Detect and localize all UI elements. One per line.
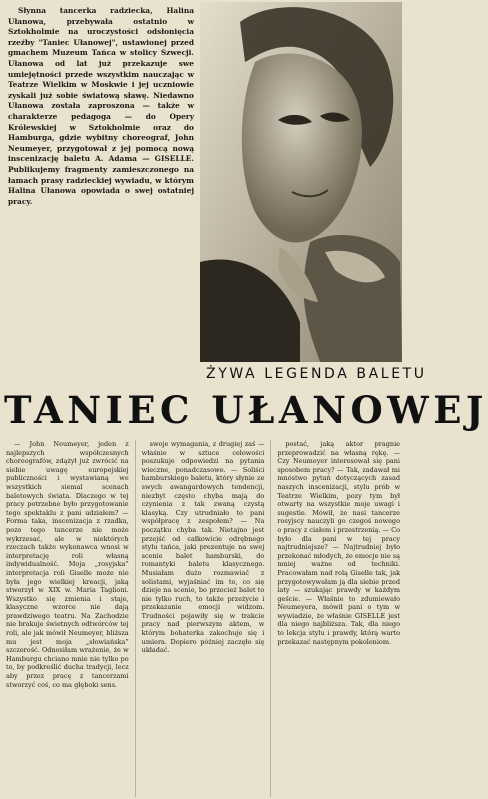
article-title: TANIEC UŁANOWEJ — [4, 388, 488, 432]
lead-text: Słynna tancerka radziecka, Halina Ułanowa, przebywała ostatnio w Sztokholmie na uroczystości odsłonięcia rzeźby "Taniec Ułanowej", ustawionej przed gmachem Muzeum Tańca w stolicy Szwecji. Ułanowa od lat już przekazuje swe umiejętności przede wszystkim nauczając w Teatrze Wielkim w Moskwie i jej uczniowie zyskali już sobie światową sławę. Niedawno Ułanowa została zaproszona — także w charakterze pedagoga — do Opery Królewskiej w Sztokholmie oraz do Hamburga, gdzie wybitny choreograf, John Neumeyer, przygotował z jej pomocą nową inscenizację baletu A. Adama — GISELLE. Publikujemy fragmenty zamieszczonego na łamach prasy radzieckiej wywiadu, w którym Halina Ułanowa opowiada o swej ostatniej pracy. — [8, 6, 194, 206]
article-column-1 — [6, 440, 129, 797]
column-divider — [270, 440, 271, 797]
portrait-photo — [200, 2, 402, 362]
article-column-2 — [142, 440, 265, 797]
column-text: swoje wymagania, z drugiej zaś — właśnie w sztuce celowości poszukuje odpowiedzi na pytania wieczne, ponadczasowe. — Soliści hamburskiego baletu, który słynie ze swych awangardowych tendencji, niezbyt często chyba mają do czynienia z tak zwaną czystą klasyką. Czy utrudniało to pani współpracę z zespołem? — Na początku chyba tak. Nietajno jest przejść od całkowicie odrębnego stylu tańca, jaki prezentuje na swej scenie balet hamburski, do romantyki baletu klasycznego. Musiałam dużo rozmawiać z solistami, wyjaśniać im to, co się dzieje na scenie, bo przecież balet to nie tylko ruch, to także przeżycie i przekazanie emocji widzom. Trudności pojawiły się w trakcie pracy nad pierwszym aktem, w którym bohaterka zakochuje się i umiera. Dopiero później zaczęło się układać. — [141, 440, 265, 655]
column-text: — John Neumeyer, jeden z najlepszych współczesnych choreografów, zdążył już zwrócić na siebie uwagę europejskiej publiczności i wystawianą we wszystkich siemal scenach baletowych świata. Dlaczego w tej pracy potrzebne było przygotowanie tego spektaklu z pani udziałem? — Forma taka, inscenizacja z rzadka, pozo tego tancerze nie może wykrzesać, ale w niektórych rzeczach także wykonawca wnosi w interpretację roli własną indywidualność. Moja „rosyjska” interpretacja roli Giselle może nie była jego wielkiej kreacji, jaką stworzył w XIX w. Maria Taglioni. Wszystko się zmienia i staje, klasyczne wzorce nie dają prawdziwego teatru. Na Zachodzie nie brakuje świetnych odtwórców tej roli, ale jak mówił Neumeyer, bliższa mu jest moja „słowiańska” szczerość. Odnosiłam wrażenie, że w Hamburgu chciano mnie nie tylko po to, by podkreślić ducha tradycji, lecz aby przez pracę z tancerzami stworzyć coś, co ma głęboki sens. — [6, 440, 129, 689]
article-columns — [6, 440, 400, 797]
article-column-3 — [277, 440, 400, 797]
lead-paragraph — [8, 6, 194, 391]
photo-caption: ŻYWA LEGENDA BALETU — [206, 366, 427, 382]
column-divider — [135, 440, 136, 797]
column-text: postać, jaką aktor pragnie przeprowadzić na własną rękę. — Czy Neumeyer interesował się pani sposobem pracy? — Tak, zadawał mi mnóstwo pytań dotyczących zasad naszych inscenizacji, stylu prób w Teatrze Wielkim, pozy tym był otwarty na wszystkie moje uwagi i sugestie. Mówił, że nasi tancerze rosyjscy nauczyli go czegoś nowego o pracy z ciałem i przestrzenią. — Co było dla pani w tej pracy najtrudniejsze? — Najtrudniej było przekonać młodych, że emocje nie są mniej ważne od techniki. Pracowałam nad rolą Giselle tak, jak przygotowywałam ją dla siebie przed laty — szukając prawdy w każdym geście. — Właśnie to zdumiewało Neumeyera, mówił pani o tym w wywiadzie, że właśnie GISELLE jest dla niego najbliższa. Tak, dla niego to lekcja stylu i prawdy, którą warto przekazać następnym pokoleniom. — [277, 440, 401, 646]
portrait-illustration — [200, 2, 402, 362]
